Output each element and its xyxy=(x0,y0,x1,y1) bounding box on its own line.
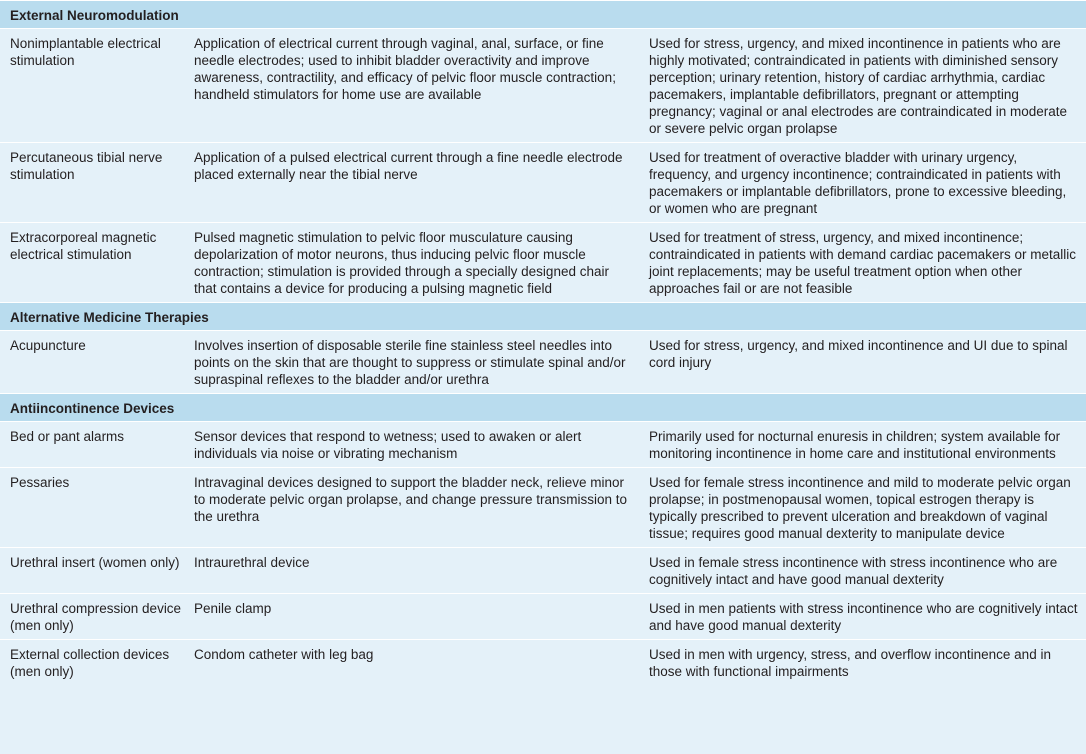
description-cell: Penile clamp xyxy=(194,601,272,616)
section-header: Alternative Medicine Therapies xyxy=(0,302,1086,331)
section-rows xyxy=(0,29,1086,302)
indications-cell: Primarily used for nocturnal enuresis in children; system available for monitoring incontinence in home care and institutional environments xyxy=(649,429,1061,461)
description-cell: Application of a pulsed electrical current through a fine needle electrode placed externally near the tibial nerve xyxy=(194,150,623,182)
table-row xyxy=(0,594,1086,640)
section-header: External Neuromodulation xyxy=(0,0,1086,29)
therapy-name-cell: Extracorporeal magnetic electrical stimulation xyxy=(10,230,157,262)
description-cell: Condom catheter with leg bag xyxy=(194,647,374,662)
description-cell: Application of electrical current through vaginal, anal, surface, or fine needle electrodes; used to inhibit bladder overactivity and improve awareness, contractility, and efficacy of pelvic floor muscle contraction; handheld stimulators for home use are available xyxy=(194,36,616,102)
description-cell: Intravaginal devices designed to support the bladder neck, relieve minor to moderate pelvic organ prolapse, and change pressure transmission to the urethra xyxy=(194,475,627,524)
indications-cell: Used in men with urgency, stress, and overflow incontinence and in those with functional impairments xyxy=(649,647,1051,679)
therapy-name-cell: Pessaries xyxy=(10,475,70,490)
section-rows xyxy=(0,422,1086,685)
table-row xyxy=(0,422,1086,468)
table-row xyxy=(0,331,1086,393)
section-header: Antiincontinence Devices xyxy=(0,393,1086,422)
description-cell: Pulsed magnetic stimulation to pelvic floor musculature causing depolarization of motor neurons, thus inducing pelvic floor muscle contraction; stimulation is provided through a specially designed chair that contains a device for producing a pulsing magnetic field xyxy=(194,230,609,296)
description-cell: Intraurethral device xyxy=(194,555,310,570)
indications-cell: Used for stress, urgency, and mixed incontinence and UI due to spinal cord injury xyxy=(649,338,1068,370)
table-row xyxy=(0,143,1086,223)
therapy-name-cell: Percutaneous tibial nerve stimulation xyxy=(10,150,163,182)
indications-cell: Used for female stress incontinence and mild to moderate pelvic organ prolapse; in postmenopausal women, topical estrogen therapy is typically prescribed to prevent ulceration and breakdown of vaginal tissue; requires good manual dexterity to manipulate device xyxy=(649,475,1071,541)
therapy-name-cell: Urethral compression device (men only) xyxy=(10,601,182,633)
table-row xyxy=(0,29,1086,143)
table-row xyxy=(0,548,1086,594)
description-cell: Sensor devices that respond to wetness; used to awaken or alert individuals via noise or vibrating mechanism xyxy=(194,429,582,461)
section-rows xyxy=(0,331,1086,393)
therapy-name-cell: Nonimplantable electrical stimulation xyxy=(10,36,161,68)
table-row xyxy=(0,640,1086,685)
indications-cell: Used for stress, urgency, and mixed incontinence in patients who are highly motivated; contraindicated in patients with diminished sensory perception; urinary retention, history of cardiac arrhythmia, cardiac pacemakers, implantable defibrillators, pregnant or attempting pregnancy; vaginal or anal electrodes are contraindicated in moderate or severe pelvic organ prolapse xyxy=(649,36,1068,136)
description-cell: Involves insertion of disposable sterile fine stainless steel needles into points on the skin that are thought to suppress or stimulate spinal and/or supraspinal reflexes to the bladder and/or urethra xyxy=(194,338,626,387)
indications-cell: Used for treatment of stress, urgency, and mixed incontinence; contraindicated in patients with demand cardiac pacemakers or metallic joint replacements; may be useful treatment option when other approaches fail or are not feasible xyxy=(649,230,1076,296)
table-row xyxy=(0,223,1086,302)
therapy-name-cell: Acupuncture xyxy=(10,338,86,353)
table-row xyxy=(0,468,1086,548)
therapy-name-cell: External collection devices (men only) xyxy=(10,647,170,679)
indications-cell: Used in female stress incontinence with stress incontinence who are cognitively intact and have good manual dexterity xyxy=(649,555,1058,587)
therapy-name-cell: Urethral insert (women only) xyxy=(10,555,180,570)
indications-cell: Used in men patients with stress incontinence who are cognitively intact and have good manual dexterity xyxy=(649,601,1078,633)
indications-cell: Used for treatment of overactive bladder with urinary urgency, frequency, and urgency incontinence; contraindicated in patients with pacemakers or implantable defibrillators, prone to excessive bleeding, or women who are pregnant xyxy=(649,150,1067,216)
therapy-name-cell: Bed or pant alarms xyxy=(10,429,125,444)
